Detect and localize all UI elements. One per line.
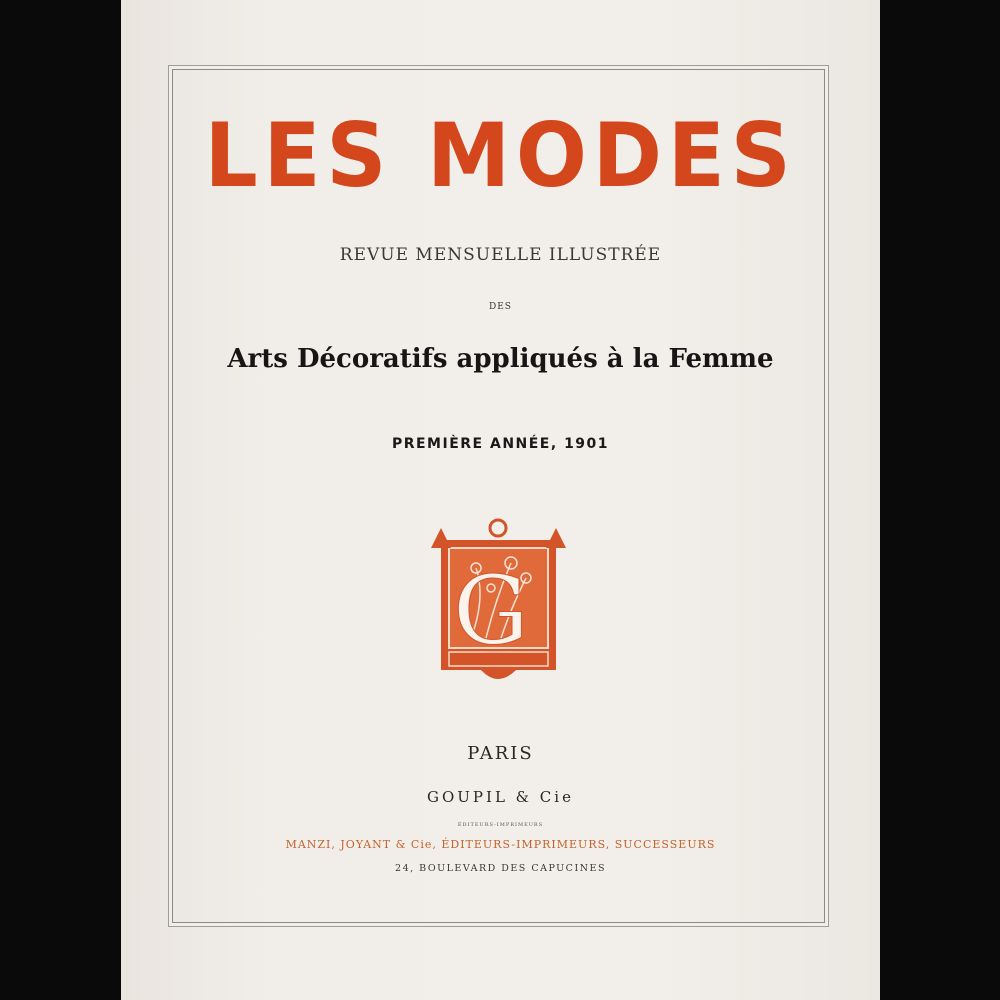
main-heading: Arts Décoratifs appliqués à la Femme xyxy=(227,344,774,374)
ornamental-initial-icon xyxy=(431,518,566,688)
title-page xyxy=(121,0,880,1000)
subtitle: REVUE MENSUELLE ILLUSTRÉE xyxy=(339,245,662,265)
connector-text: DES xyxy=(489,302,512,312)
magazine-title: LES MODES xyxy=(204,104,797,207)
publisher-role: ÉDITEURS-IMPRIMEURS xyxy=(457,822,544,828)
city: PARIS xyxy=(467,743,534,764)
publisher: GOUPIL & Cie xyxy=(427,788,574,806)
svg-text:G: G xyxy=(453,556,529,666)
successors: MANZI, JOYANT & Cie, ÉDITEURS-IMPRIMEURS, SUCCESSEURS xyxy=(285,838,716,851)
edition-year: PREMIÈRE ANNÉE, 1901 xyxy=(391,436,610,452)
address: 24, BOULEVARD DES CAPUCINES xyxy=(395,863,606,874)
